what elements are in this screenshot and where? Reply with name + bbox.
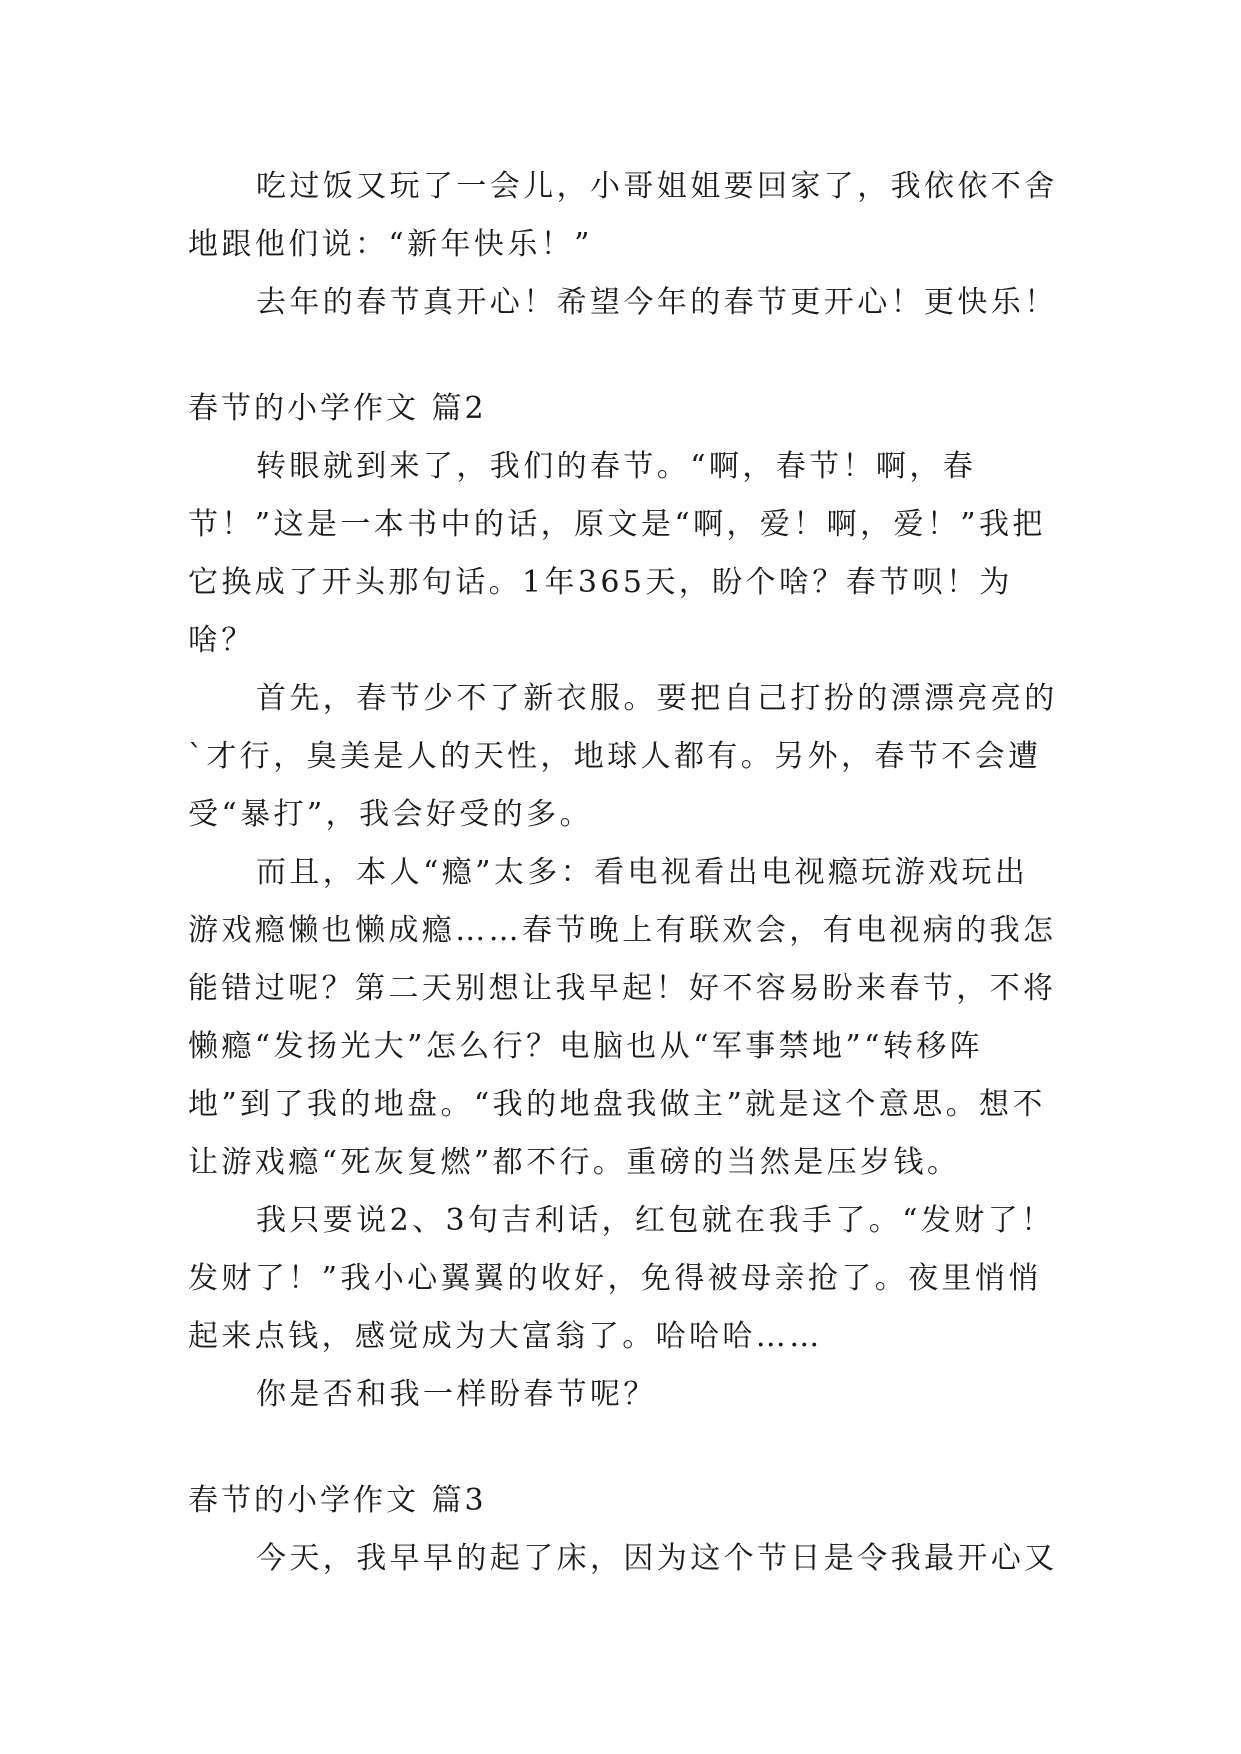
paragraph: 吃过饭又玩了一会儿，小哥姐姐要回家了，我依依不舍地跟他们说：“新年快乐！” xyxy=(188,169,1058,262)
paragraph: 我只要说2、3句吉利话，红包就在我手了。“发财了！发财了！”我小心翼翼的收好，免得被母亲抢了。夜里悄悄起来点钱，感觉成为大富翁了。哈哈哈…… xyxy=(188,1203,1055,1354)
section-gap xyxy=(188,1424,1058,1472)
section-heading: 春节的小学作文 篇2 xyxy=(188,391,487,426)
paragraph: 你是否和我一样盼春节呢？ xyxy=(256,1377,657,1412)
paragraph: 今天，我早早的起了床，因为这个节日是令我最开心又 xyxy=(256,1541,1058,1576)
paragraph: 而且，本人“瘾”太多：看电视看出电视瘾玩游戏玩出游戏瘾懒也懒成瘾……春节晚上有联欢会，有电视病的我怎能错过呢？第二天别想让我早起！好不容易盼来春节，不将懒瘾“发扬光大”怎么行？电脑也从“军事禁地”“转移阵地”到了我的地盘。“我的地盘我做主”就是这个意思。想不让游戏瘾“死灰复燃”都不行。重磅的当然是压岁钱。 xyxy=(188,855,1057,1180)
section-heading: 春节的小学作文 篇3 xyxy=(188,1483,487,1518)
paragraph: 转眼就到来了，我们的春节。“啊，春节！啊，春节！”这是一本书中的话，原文是“啊，爱！啊，爱！”我把它换成了开头那句话。1年365天，盼个啥？春节呗！为啥？ xyxy=(188,449,1046,658)
section-gap xyxy=(188,332,1058,380)
paragraph: 首先，春节少不了新衣服。要把自己打扮的漂漂亮亮的`才行，臭美是人的天性，地球人都有。另外，春节不会遭受“暴打”，我会好受的多。 xyxy=(188,681,1058,832)
document-body xyxy=(188,158,1058,1588)
paragraph: 去年的春节真开心！希望今年的春节更开心！更快乐！ xyxy=(256,285,1058,320)
